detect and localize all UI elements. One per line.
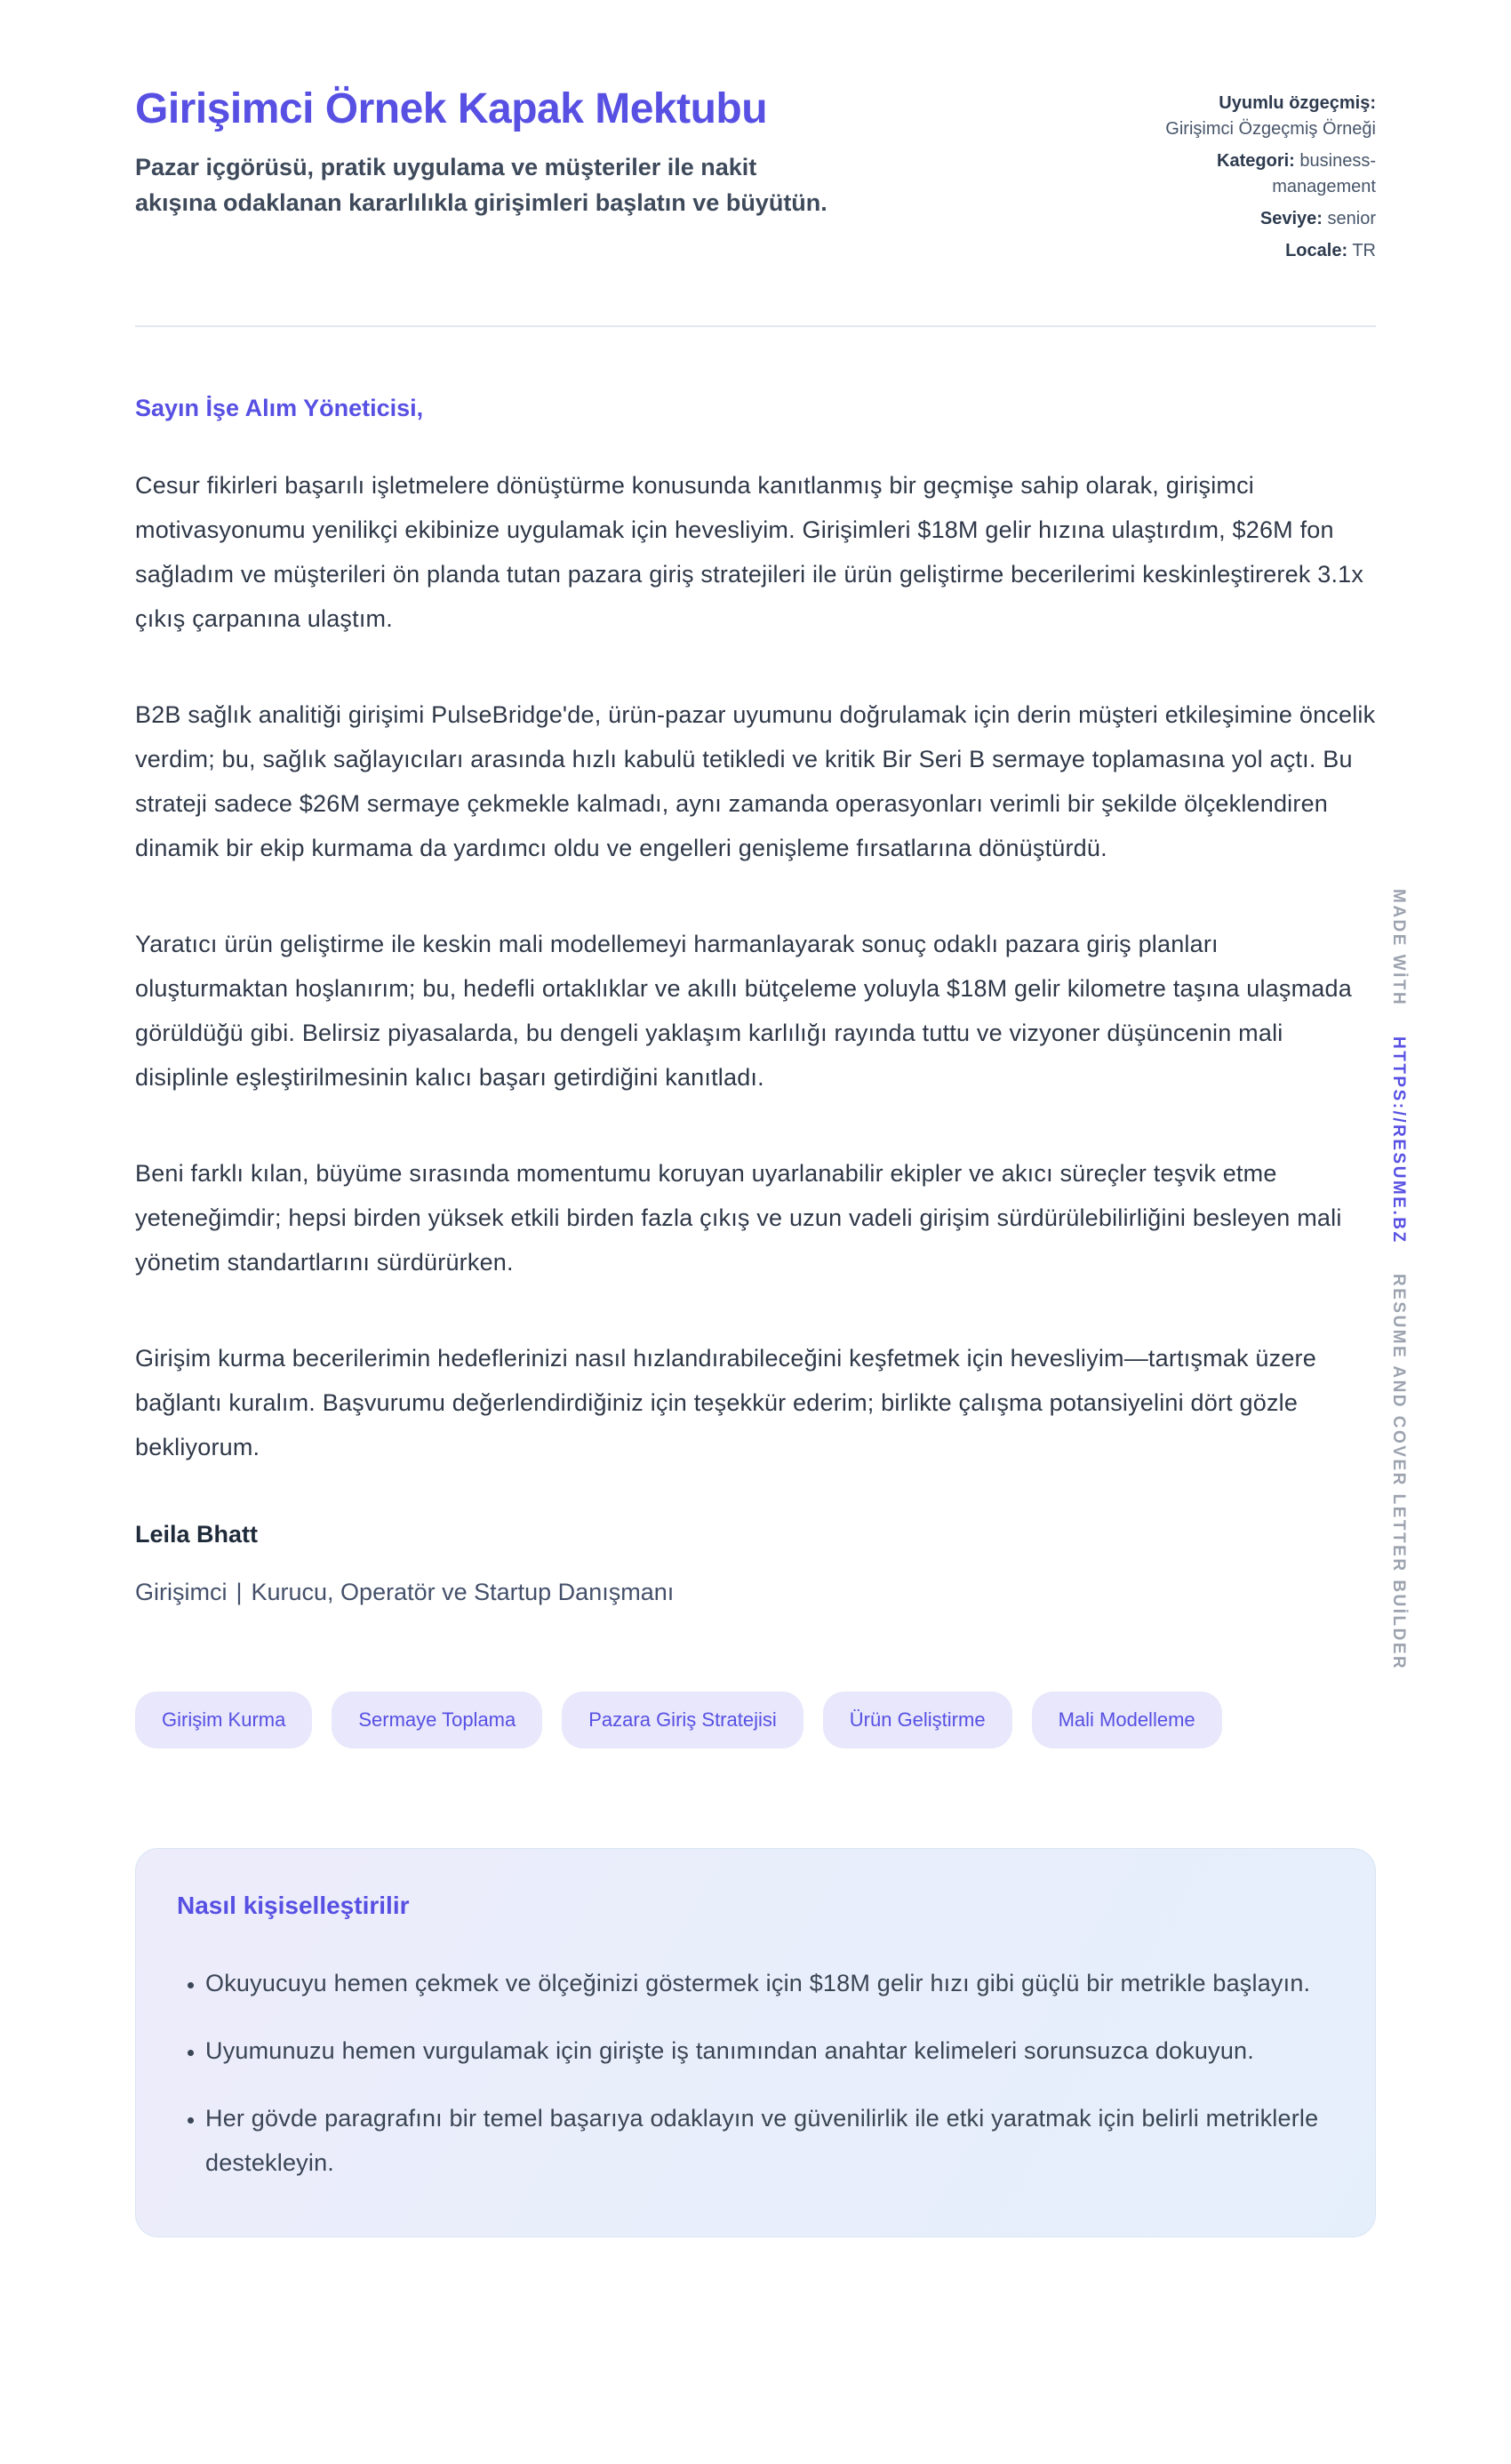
header-divider xyxy=(135,325,1376,327)
subtitle-line: Pazar içgörüsü, pratik uygulama ve müşteriler ile nakit xyxy=(135,154,757,180)
letter-paragraph: Beni farklı kılan, büyüme sırasında momentumu koruyan uyarlanabilir ekipler ve akıcı süreçler teşvik etme yeteneğimdir; hepsi birden yüksek etkili birden fazla çıkış ve uzun vadeli girişim sürdürülebilirliğini besleyen mali yönetim standartlarını sürdürürken. xyxy=(135,1160,1342,1276)
meta-row xyxy=(1163,206,1376,232)
tip-item: • Her gövde paragrafını bir temel başarıya odaklayın ve güvenilirlik ile etki yaratmak için belirli metriklerle destekleyin. xyxy=(205,2096,1331,2185)
skill-tag[interactable]: Sermaye Toplama xyxy=(332,1692,542,1748)
meta-label: Seviye: xyxy=(1259,209,1323,228)
letter-paragraph: Cesur fikirleri başarılı işletmelere dönüştürme konusunda kanıtlanmış bir geçmişe sahip olarak, girişimci motivasyonumu yenilikçi ekibinize uygulamak için hevesliyim. Girişimleri $18M gelir hızına ulaştırdım, $26M fon sağladım ve müşterileri ön planda tutan pazara giriş stratejileri ile ürün geliştirme becerilerimi keskinleştirerek 3.1x çıkış çarpanına ulaştım. xyxy=(135,472,1364,632)
subtitle-line: akışına odaklanan kararlılıkla girişimleri başlatın ve büyütün. xyxy=(135,189,827,216)
signature-title xyxy=(135,1579,1376,1606)
tips-list xyxy=(177,1961,1331,2185)
meta-row xyxy=(1163,91,1376,142)
letter-paragraph: B2B sağlık analitiği girişimi PulseBridge'de, ürün-pazar uyumunu doğrulamak için derin müşteri etkileşimine öncelik verdim; bu, sağlık sağlayıcıları arasında hızlı kabulü tetikledi ve kritik Bir Seri B sermaye toplamasına yol açtı. Bu strateji sadece $26M sermaye çekmekle kalmadı, aynı zamanda operasyonları verimli bir şekilde ölçeklendiren dinamik bir ekip kurmama da yardımcı oldu ve engelleri genişleme fırsatlarına dönüştürdü. xyxy=(135,701,1376,861)
watermark-prefix: MADE WİTH xyxy=(1389,889,1408,1007)
signature-role: Girişimci xyxy=(135,1579,228,1605)
header-title-block xyxy=(135,85,827,220)
page-title: Girişimci Örnek Kapak Mektubu xyxy=(135,85,768,132)
meta-row xyxy=(1163,238,1376,264)
skill-tags xyxy=(135,1692,1376,1748)
letter-body xyxy=(135,395,1376,1606)
signature-name: Leila Bhatt xyxy=(135,1521,259,1548)
signature-separator: | xyxy=(236,1579,243,1605)
skill-tag[interactable]: Girişim Kurma xyxy=(135,1692,312,1748)
letter-paragraphs xyxy=(135,463,1376,1469)
letter-paragraph: Yaratıcı ürün geliştirme ile keskin mali modellemeyi harmanlayarak sonuç odaklı pazara giriş planları oluşturmaktan hoşlanırım; bu, hedefli ortaklıklar ve akıllı bütçeleme yoluyla $18M gelir kilometre taşına ulaşmada görüldüğü gibi. Belirsiz piyasalarda, bu dengeli yaklaşım karlılığı rayında tuttu ve vizyoner düşüncenin mali disiplinle eşleştirilmesinin kalıcı başarı getirdiğini kanıtladı. xyxy=(135,931,1352,1091)
tip-item: • Uyumunuzu hemen vurgulamak için girişte iş tanımından anahtar kelimeleri sorunsuzca dokuyun. xyxy=(205,2028,1331,2073)
signature-title-rest: Kurucu, Operatör ve Startup Danışmanı xyxy=(251,1579,675,1605)
meta-label: Locale: xyxy=(1285,241,1348,260)
meta-value: business-management xyxy=(1272,151,1376,196)
skill-tag[interactable]: Pazara Giriş Stratejisi xyxy=(562,1692,803,1748)
skill-tag[interactable]: Mali Modelleme xyxy=(1032,1692,1222,1748)
meta-row xyxy=(1163,148,1376,200)
site-watermark xyxy=(1388,889,1408,1694)
letter-paragraph: Girişim kurma becerilerimin hedeflerinizi nasıl hızlandırabileceğini keşfetmek için hevesliyim—tartışmak üzere bağlantı kuralım. Başvurumu değerlendirdiğiniz için teşekkür ederim; birlikte çalışma potansiyelini dört gözle bekliyorum. xyxy=(135,1345,1316,1460)
meta-value: TR xyxy=(1352,241,1376,260)
watermark-link[interactable]: HTTPS://RESUME.BZ xyxy=(1389,1036,1408,1244)
meta-label: Uyumlu özgeçmiş: xyxy=(1219,93,1376,113)
skill-tag[interactable]: Ürün Geliştirme xyxy=(823,1692,1012,1748)
meta-label: Kategori: xyxy=(1217,151,1295,171)
watermark-suffix: RESUME AND COVER LETTER BUİLDER xyxy=(1389,1274,1408,1671)
tip-item: • Okuyucuyu hemen çekmek ve ölçeğinizi göstermek için $18M gelir hızı gibi güçlü bir metrikle başlayın. xyxy=(205,1961,1331,2005)
page-subtitle xyxy=(135,149,827,220)
page-header xyxy=(135,85,1376,270)
document-meta xyxy=(1163,85,1376,270)
personalization-tips-card xyxy=(135,1848,1376,2237)
tips-heading: Nasıl kişiselleştirilir xyxy=(177,1892,410,1919)
meta-value: senior xyxy=(1327,209,1376,228)
meta-value: Girişimci Özgeçmiş Örneği xyxy=(1165,119,1376,139)
salutation: Sayın İşe Alım Yöneticisi, xyxy=(135,395,424,421)
